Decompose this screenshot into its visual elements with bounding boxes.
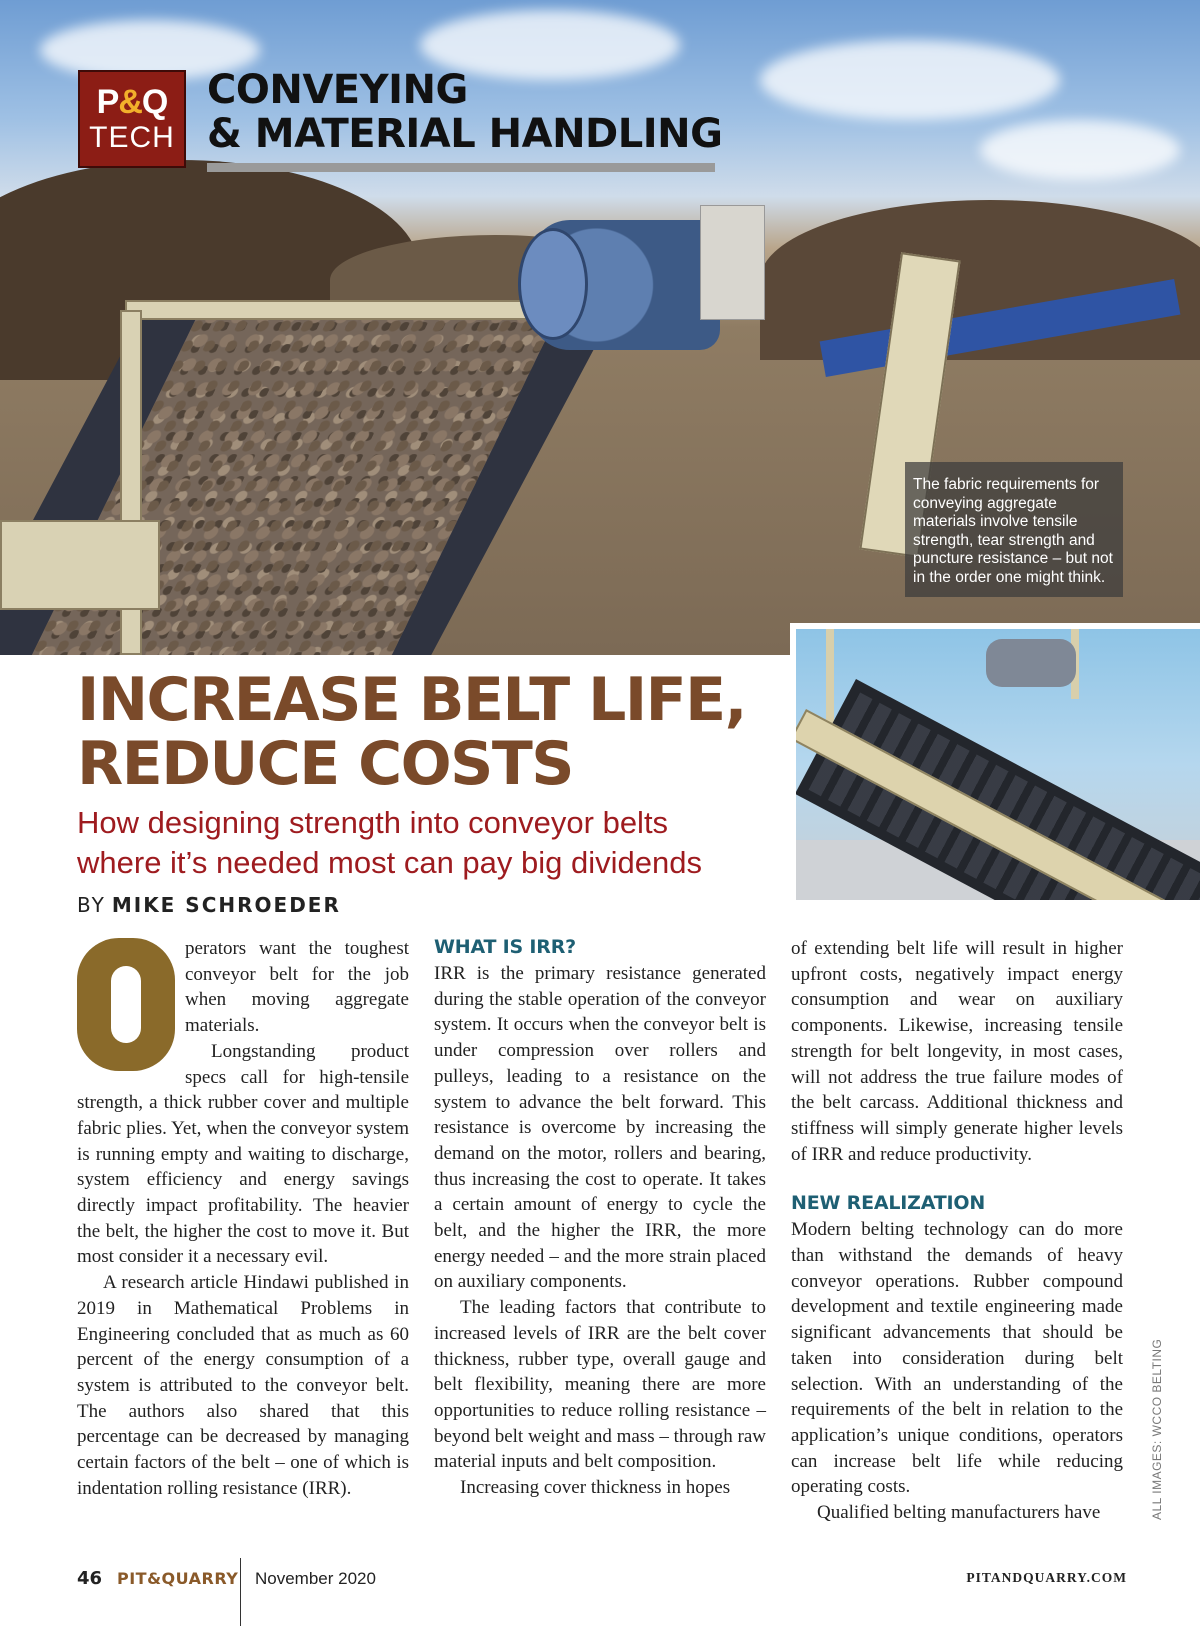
photo-caption: The fabric requirements for conveying aggregate materials involve tensile strength, tear strength and puncture resistance – but not in the order one might think.: [905, 462, 1123, 597]
subheading-new-realization: NEW REALIZATION: [791, 1192, 986, 1215]
logo-pq: P&Q: [96, 83, 168, 121]
issue-date: November 2020: [255, 1569, 376, 1588]
body-paragraph: Longstanding product specs call for high-tensile strength, a thick rubber cover and multiple fabric plies. Yet, when the conveyor system is running empty and waiting to discharge, system efficiency and energy savings directly impact profitability. The heavier the belt, the higher the cost to move it. But most consider it a necessary evil.: [77, 1040, 409, 1268]
pq-tech-logo: [78, 70, 186, 168]
dropcap: [77, 938, 175, 1071]
page-number: 46: [77, 1568, 103, 1589]
conveyor-frame: [125, 300, 535, 320]
cloud: [760, 40, 1060, 120]
body-column-3: [791, 936, 1123, 1526]
inset-motor: [986, 639, 1076, 687]
image-credit-text: ALL IMAGES: WCCO BELTING: [1150, 1338, 1164, 1520]
headline-line1: INCREASE BELT LIFE,: [77, 665, 746, 735]
section-title-line1: CONVEYING: [207, 67, 468, 113]
headline-line2: REDUCE COSTS: [77, 729, 574, 799]
body-paragraph: perators want the toughest conveyor belt for the job when moving aggregate materials.: [185, 938, 409, 1037]
body-column-1: [77, 936, 409, 1501]
body-paragraph: IRR is the primary resistance generated during the stable operation of the conveyor system. It occurs when the conveyor belt is under compression over rollers and pulleys, leading to a resistance on the system to advance the belt forward. This resistance is overcome by increasing the demand on the motor, rollers and bearing, thus increasing the cost to operate. It takes a certain amount of energy to cycle the belt, and the higher the IRR, the more energy needed – and the more strain placed on auxiliary components.: [434, 963, 766, 1293]
inset-photo-belt: [790, 623, 1200, 900]
section-title-line2: & MATERIAL HANDLING: [207, 111, 723, 157]
body-paragraph: Modern belting technology can do more than withstand the demands of heavy conveyor operations. Rubber compound development and textile engineering made significant advancements that should be taken into consideration during belt selection. With an understanding of the requirements of the belt in relation to the application’s unique conditions, operators can increase belt life while reducing operating costs.: [791, 1219, 1123, 1498]
cloud: [980, 120, 1180, 180]
website-url: PITANDQUARRY.COM: [966, 1570, 1127, 1585]
magazine-name: PIT&QUARRY: [117, 1569, 239, 1588]
body-paragraph: The leading factors that contribute to increased levels of IRR are the belt cover thickness, rubber type, overall gauge and belt flexibility, meaning there are more opportunities to reduce rolling resistance – beyond belt weight and mass – through raw material inputs and belt composition.: [434, 1297, 766, 1473]
body-paragraph: A research article Hindawi published in 2019 in Mathematical Problems in Engineering concluded that as much as 60 percent of the energy consumption of a system is attributed to the conveyor belt. The authors also shared that this percentage can be decreased by managing certain factors of the belt – one of which is indentation rolling resistance (IRR).: [77, 1272, 409, 1499]
deck: [77, 803, 797, 883]
deck-line2: where it’s needed most can pay big dividends: [77, 845, 702, 880]
control-box: [700, 205, 765, 320]
byline-prefix: BY: [77, 893, 106, 917]
section-title: [207, 68, 722, 156]
body-column-2: [434, 936, 766, 1501]
hero-photo-conveyor: [0, 0, 1200, 655]
drive-motor-cap: [518, 228, 588, 340]
body-paragraph: Increasing cover thickness in hopes: [460, 1477, 731, 1499]
conveyor-frame: [0, 520, 160, 610]
subheading-what-is-irr: WHAT IS IRR?: [434, 936, 576, 958]
body-paragraph: of extending belt life will result in higher upfront costs, negatively impact energy consumption and wear on auxiliary components. Likewise, increasing tensile strength for belt longevity, in most cases, will not address the true failure modes of the belt carcass. Additional thickness and stiffness will simply generate higher levels of IRR and reduce productivity.: [791, 938, 1123, 1165]
deck-line1: How designing strength into conveyor belts: [77, 805, 669, 840]
page-footer: [77, 1566, 1127, 1626]
byline: [77, 893, 341, 917]
footer-divider: [240, 1558, 241, 1626]
headline: [77, 665, 797, 799]
body-paragraph: Qualified belting manufacturers have: [817, 1502, 1101, 1524]
logo-tech: TECH: [89, 121, 175, 154]
section-rule: [207, 163, 715, 172]
byline-author: MIKE SCHROEDER: [111, 893, 341, 917]
image-credit: [1150, 1338, 1170, 1520]
